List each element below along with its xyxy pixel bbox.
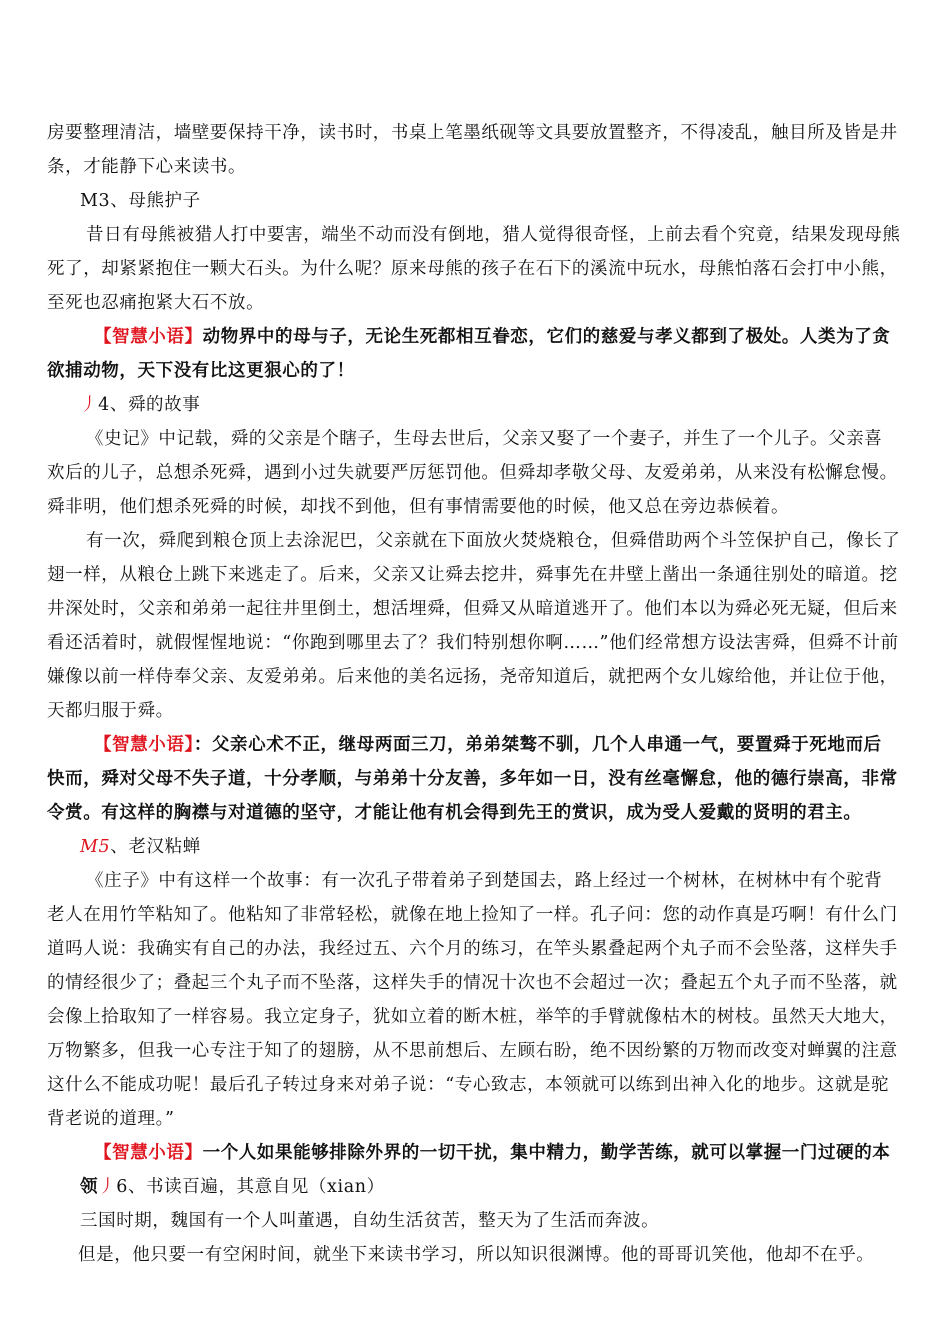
body-text-line: 《史记》中记载，舜的父亲是个瞎子，生母去世后，父亲又娶了一个妻子，并生了一个儿子。父亲喜 [86,429,883,449]
body-text-line: 房要整理清洁，墙壁要保持干净，读书时，书桌上笔墨纸砚等文具要放置整齐，不得凌乱，触目所及皆是井 [47,123,898,143]
body-text-line: 但是，他只要一有空闲时间，就坐下来读书学习，所以知识很渊博。他的哥哥讥笑他，他却不在乎。 [78,1245,875,1265]
body-text-line: 至死也忍痛抱紧大石不放。 [47,293,265,313]
body-text-line: 死了，却紧紧抱住一颗大石头。为什么呢？原来母熊的孩子在石下的溪流中玩水，母熊怕落石会打中小熊， [47,259,898,279]
body-text-line: 背老说的道理。” [47,1109,175,1129]
wisdom-note-line [94,325,944,349]
section-heading-6 [80,1175,944,1199]
wisdom-note-line: 快而，舜对父母不失子道，十分孝顺，与弟弟十分友善，多年如一日，没有丝毫懈怠，他的德行崇高，非常 [47,769,898,789]
section-heading-text: 、老汉粘蝉 [110,837,201,857]
section-heading-text: 6、书读百遍，其意自见（xian） [116,1177,385,1197]
body-text-line: 三国时期，魏国有一个人叫董遇，自幼生活贫苦，整天为了生活而奔波。 [80,1211,660,1231]
body-text-line: 的情经很少了；叠起三个丸子而不坠落，这样失手的情况十次也不会超过一次；叠起五个丸子而不坠落，就 [47,973,898,993]
wisdom-note-tail: 领 [80,1177,99,1197]
body-text-line: 嫌像以前一样侍奉父亲、友爱弟弟。后来他的美名远扬，尧帝知道后，就把两个女儿嫁给他，并让位于他， [47,667,898,687]
list-mark: 丿 [98,1177,117,1197]
body-text-line: 井深处时，父亲和弟弟一起往井里倒土，想活埋舜，但舜又从暗道逃开了。他们本以为舜必死无疑，但后来 [47,599,898,619]
body-text-line: 会像上拾取知了一样容易。我立定身子，犹如立着的断木桩，举竿的手臂就像枯木的树枝。虽然天大地大， [47,1007,898,1027]
body-text-line: 老人在用竹竿粘知了。他粘知了非常轻松，就像在地上捡知了一样。孔子问：您的动作真是巧啊！有什么门 [47,905,898,925]
wisdom-note-text: 一个人如果能够排除外界的一切干扰，集中精力，勤学苦练，就可以掌握一门过硬的本 [202,1143,891,1163]
body-text-line: 条，才能静下心来读书。 [47,157,247,177]
body-text-line: 有一次，舜爬到粮仓顶上去涂泥巴，父亲就在下面放火焚烧粮仓，但舜借助两个斗笠保护自己，像长了 [86,531,901,551]
body-text-line: 昔日有母熊被猎人打中要害，端坐不动而没有倒地，猎人觉得很奇怪，上前去看个究竟，结果发现母熊 [86,225,901,245]
section-heading-5 [80,835,944,859]
body-text-line: 翅一样，从粮仓上跳下来逃走了。后来，父亲又让舜去挖井，舜事先在井壁上凿出一条通往别处的暗道。挖 [47,565,898,585]
body-text-line: 欢后的儿子，总想杀死舜，遇到小过失就要严厉惩罚他。但舜却孝敬父母、友爱弟弟，从来没有松懈怠慢。 [47,463,898,483]
wisdom-note-line [94,1141,944,1165]
body-text-line: 这什么不能成功呢！最后孔子转过身来对弟子说：“专心致志，本领就可以练到出神入化的地步。这就是驼 [47,1075,890,1095]
wisdom-note-text: ：父亲心术不正，继母两面三刀，弟弟桀骜不驯，几个人串通一气，要置舜于死地而后 [193,735,882,755]
wisdom-note-tag: 【智慧小语】 [94,735,194,755]
list-mark: 丿 [80,395,99,415]
body-text-line: 看还活着时，就假惺惺地说：“你跑到哪里去了？我们特别想你啊……”他们经常想方设法害舜，但舜不计前 [47,633,899,653]
body-text-line: 《庄子》中有这样一个故事：有一次孔子带着弟子到楚国去，路上经过一个树林，在树林中有个驼背 [86,871,883,891]
body-text-line: 天都归服于舜。 [47,701,174,721]
body-text-line: 万物繁多，但我一心专注于知了的翅膀，从不思前想后、左顾右盼，绝不因纷繁的万物而改变对蝉翼的注意 [47,1041,898,1061]
wisdom-note-tag: 【智慧小语】 [94,1143,203,1163]
wisdom-note-text: 动物界中的母与子，无论生死都相互眷恋，它们的慈爱与孝义都到了极处。人类为了贪 [202,327,891,347]
wisdom-note-tag: 【智慧小语】 [94,327,203,347]
section-heading-4 [80,393,944,417]
section-heading-3: M3、母熊护子 [80,191,201,211]
wisdom-note-line [94,733,944,757]
body-text-line: 道吗人说：我确实有自己的办法，我经过五、六个月的练习，在竿头累叠起两个丸子而不会坠落，这样失手 [47,939,898,959]
wisdom-note-line: 令赏。有这样的胸襟与对道德的坚守，才能让他有机会得到先王的赏识，成为受人爱戴的贤明的君主。 [47,803,862,823]
body-text-line: 舜非明，他们想杀死舜的时候，却找不到他，但有事情需要他的时候，他又总在旁边恭候着。 [47,497,790,517]
wisdom-note-line: 欲捕动物，天下没有比这更狠心的了！ [47,361,355,381]
section-heading-text: 4、舜的故事 [98,395,201,415]
list-mark: M5 [80,837,111,857]
